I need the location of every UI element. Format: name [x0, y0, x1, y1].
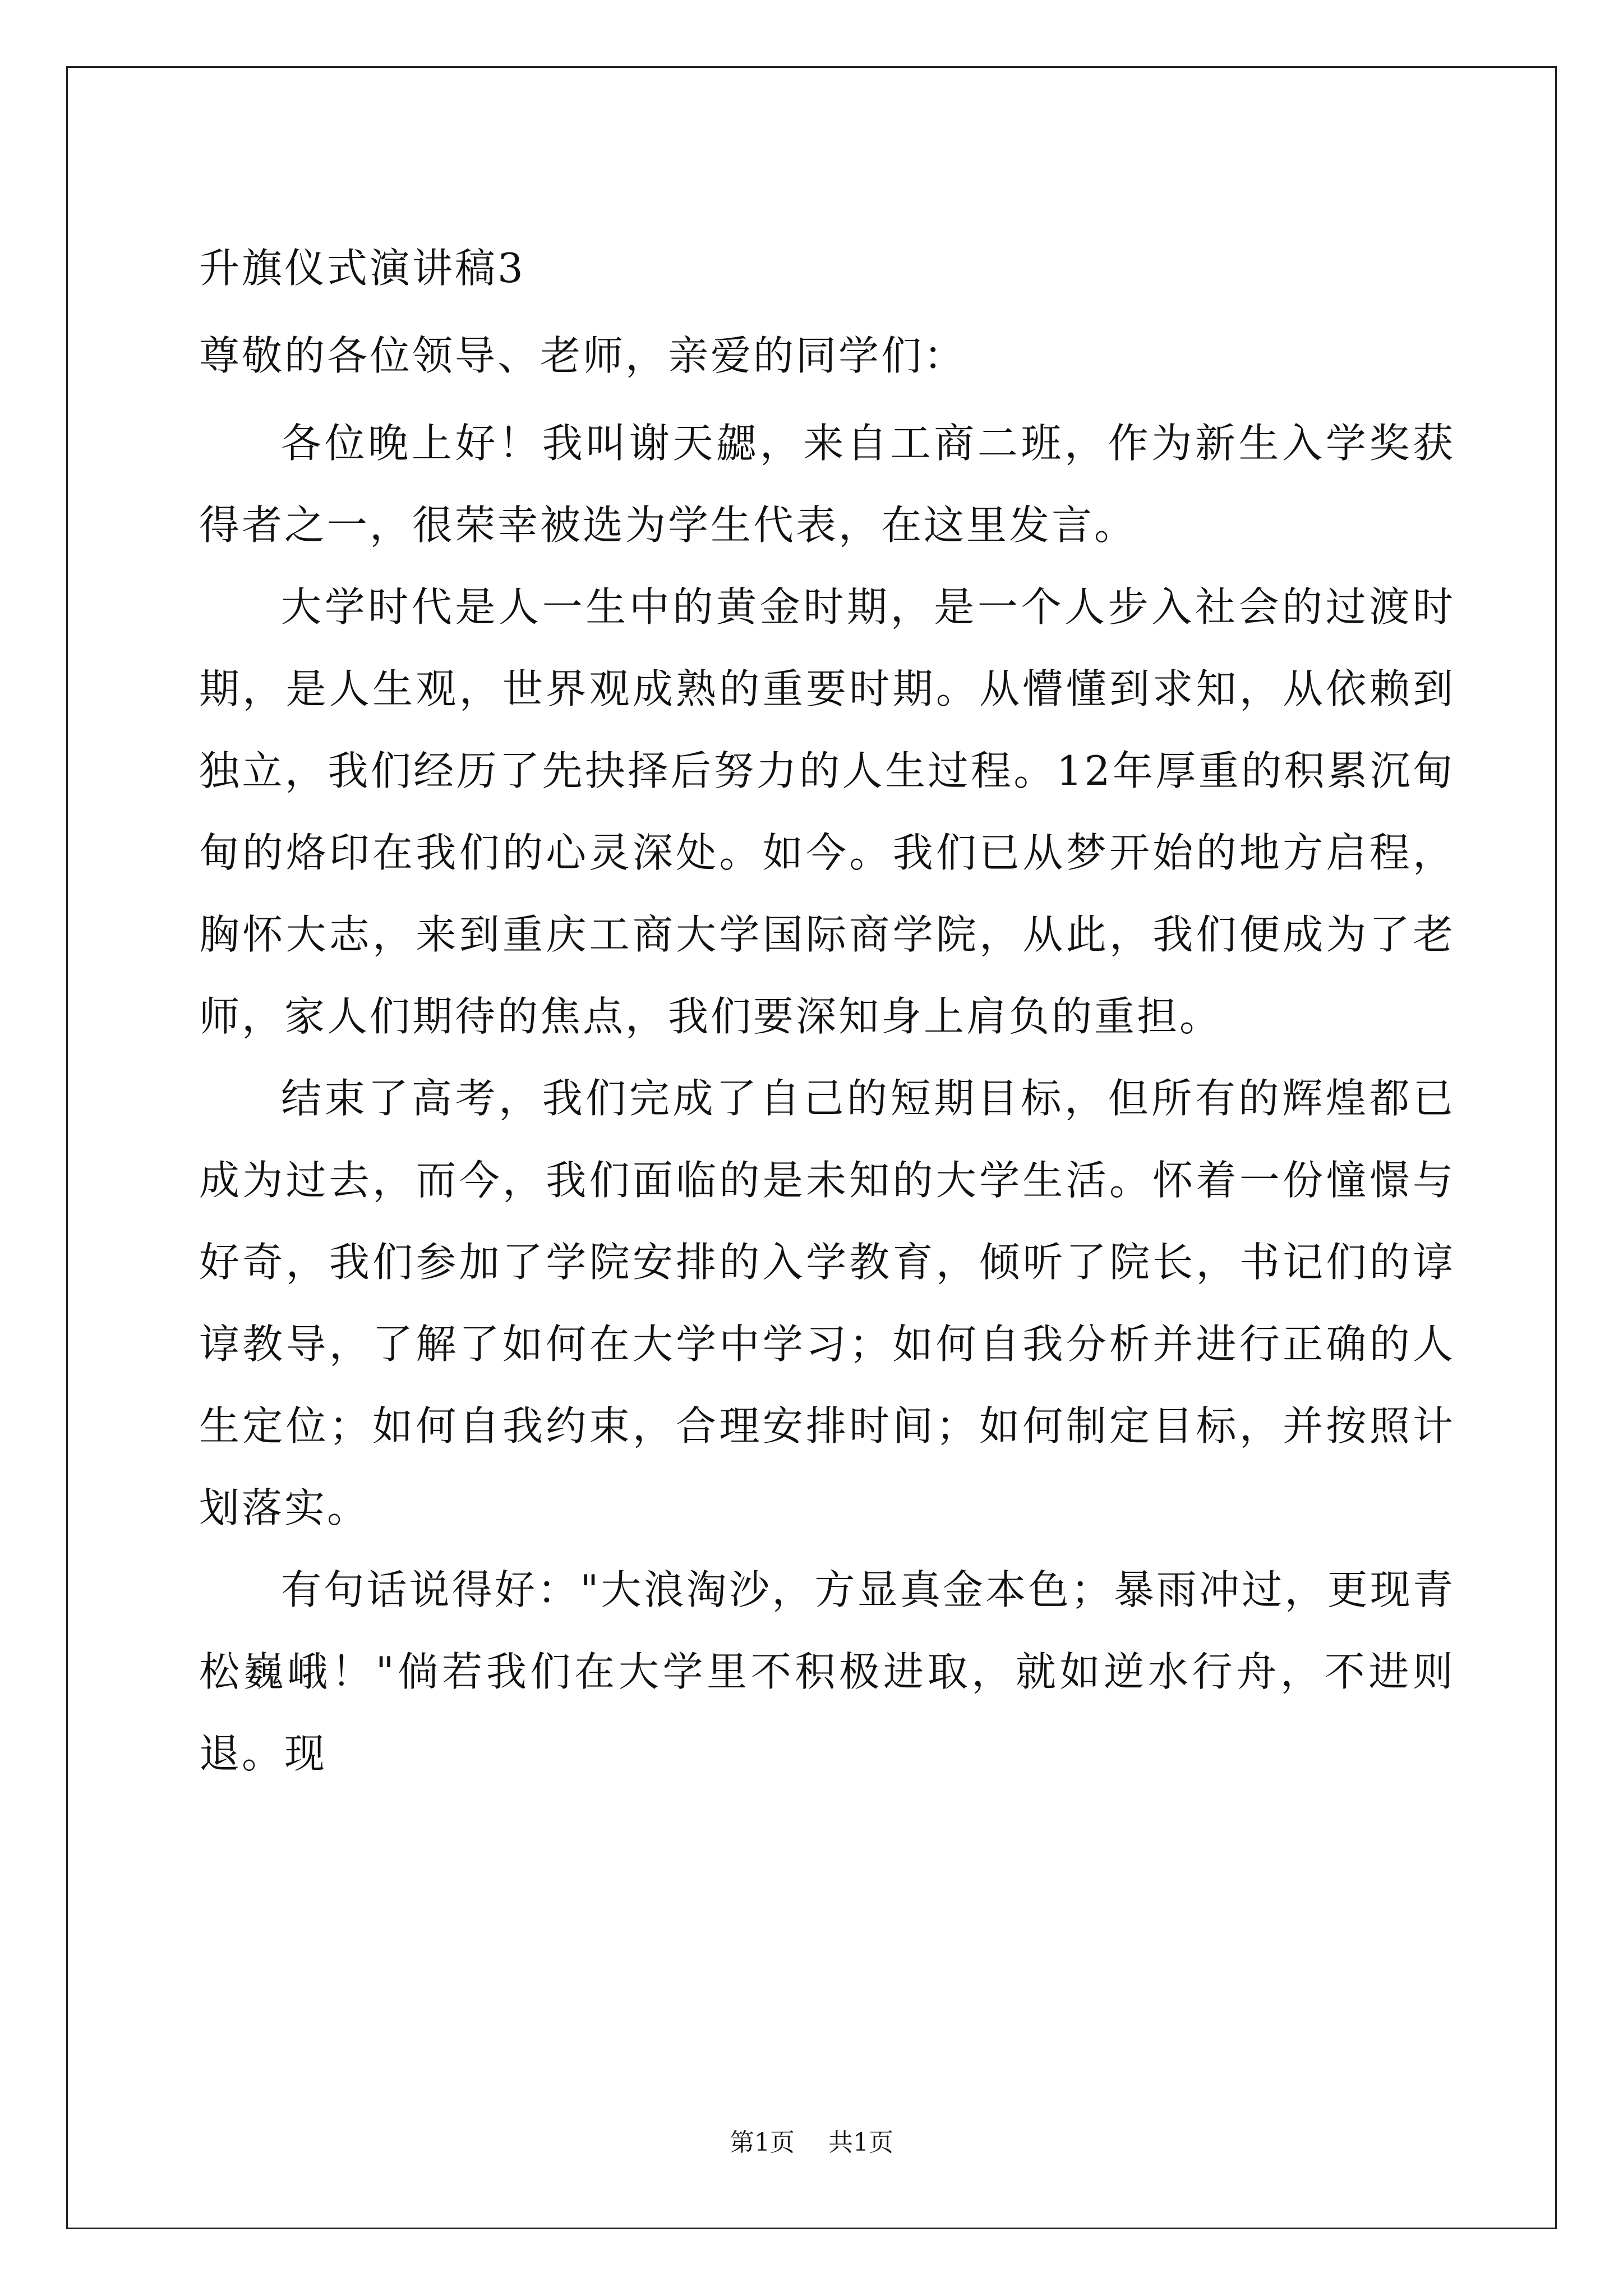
- page-footer: [0, 2126, 1623, 2160]
- paragraph-2: 大学时代是人一生中的黄金时期，是一个人步入社会的过渡时期，是人生观，世界观成熟的重要时期。从懵懂到求知，从依赖到独立，我们经历了先抉择后努力的人生过程。12年厚重的积累沉甸甸的烙印在我们的心灵深处。如今。我们已从梦开始的地方启程，胸怀大志，来到重庆工商大学国际商学院，从此，我们便成为了老师，家人们期待的焦点，我们要深知身上肩负的重担。: [199, 583, 1455, 1040]
- salutation: 尊敬的各位领导、老师，亲爱的同学们：: [199, 332, 967, 379]
- paragraph-3: 结束了高考，我们完成了自己的短期目标，但所有的辉煌都已成为过去，而今，我们面临的是未知的大学生活。怀着一份憧憬与好奇，我们参加了学院安排的入学教育，倾听了院长，书记们的谆谆教导，了解了如何在大学中学习；如何自我分析并进行正确的人生定位；如何自我约束，合理安排时间；如何制定目标，并按照计划落实。: [199, 1075, 1455, 1531]
- document-title: 升旗仪式演讲稿3: [199, 245, 525, 292]
- page-number: 第1页: [730, 2128, 795, 2157]
- paragraph-4: 有句话说得好："大浪淘沙，方显真金本色；暴雨冲过，更现青松巍峨！"倘若我们在大学里不积极进取，就如逆水行舟，不进则退。现: [199, 1566, 1455, 1777]
- paragraph-1: 各位晚上好！我叫谢天勰，来自工商二班，作为新生入学奖获得者之一，很荣幸被选为学生代表，在这里发言。: [199, 420, 1455, 549]
- page-total: 共1页: [828, 2128, 893, 2157]
- document-body: [199, 227, 1455, 1795]
